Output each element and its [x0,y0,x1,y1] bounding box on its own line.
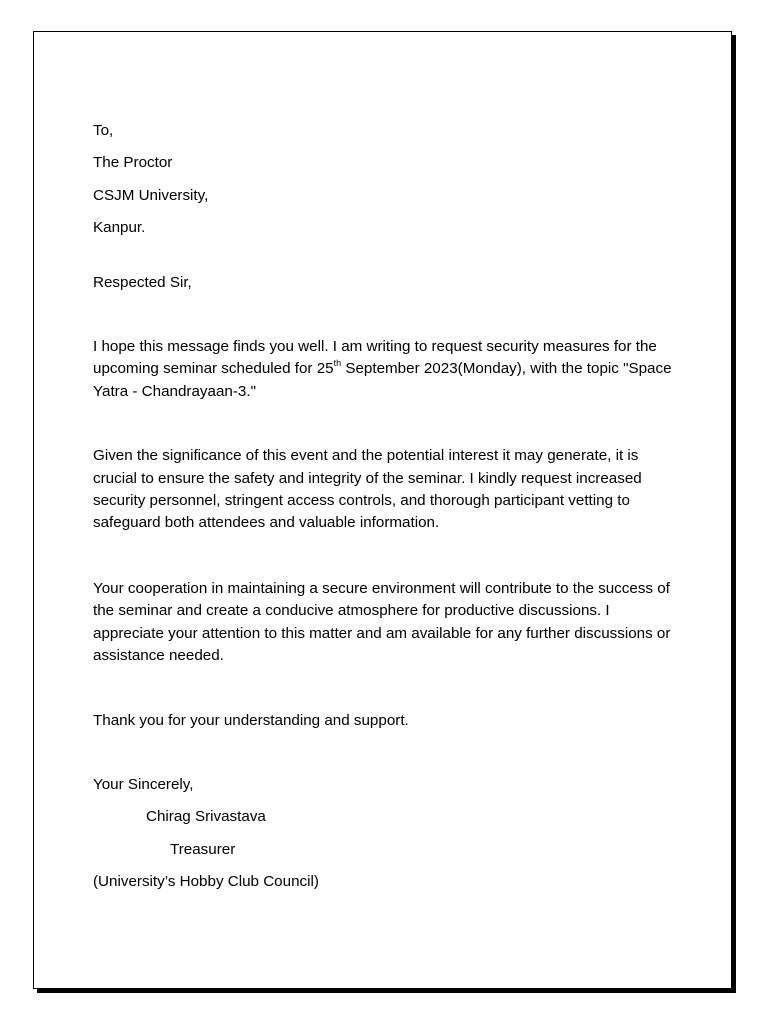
signature-name: Chirag Srivastava [146,808,266,826]
closing: Your Sincerely, [93,775,194,793]
thanks-line: Thank you for your understanding and support. [93,711,409,729]
paragraph-request [93,336,683,403]
paragraph-cooperation: Your cooperation in maintaining a secure environment will contribute to the success of the seminar and create a conducive atmosphere for productive discussions. I appreciate your attention to this matter and am available for any further discussions or assistance needed. [93,579,671,665]
letter-body [93,120,683,894]
document-page [33,31,732,989]
address-line-city: Kanpur. [93,219,146,237]
signature-organization: (University’s Hobby Club Council) [93,873,319,891]
paragraph-request-text-1: I hope this message finds you well. I am writing to request security measures for the upcoming seminar scheduled for 25 [93,338,657,378]
paragraph-request-text-2: September 2023(Monday), with the topic "Space Yatra - Chandrayaan-3." [93,360,672,400]
paragraph-significance: Given the significance of this event and the potential interest it may generate, it is crucial to ensure the safety and integrity of the seminar. I kindly request increased security personnel, stringent access controls, and thorough participant vetting to safeguard both attendees and valuable information. [93,447,642,532]
salutation: Respected Sir, [93,273,192,291]
address-line-institution: CSJM University, [93,186,209,204]
recipient-address [93,120,683,240]
date-ordinal-suffix: th [333,358,342,369]
signature-title: Treasurer [170,840,236,858]
address-line-recipient: The Proctor [93,154,173,172]
address-line-to: To, [93,122,114,139]
